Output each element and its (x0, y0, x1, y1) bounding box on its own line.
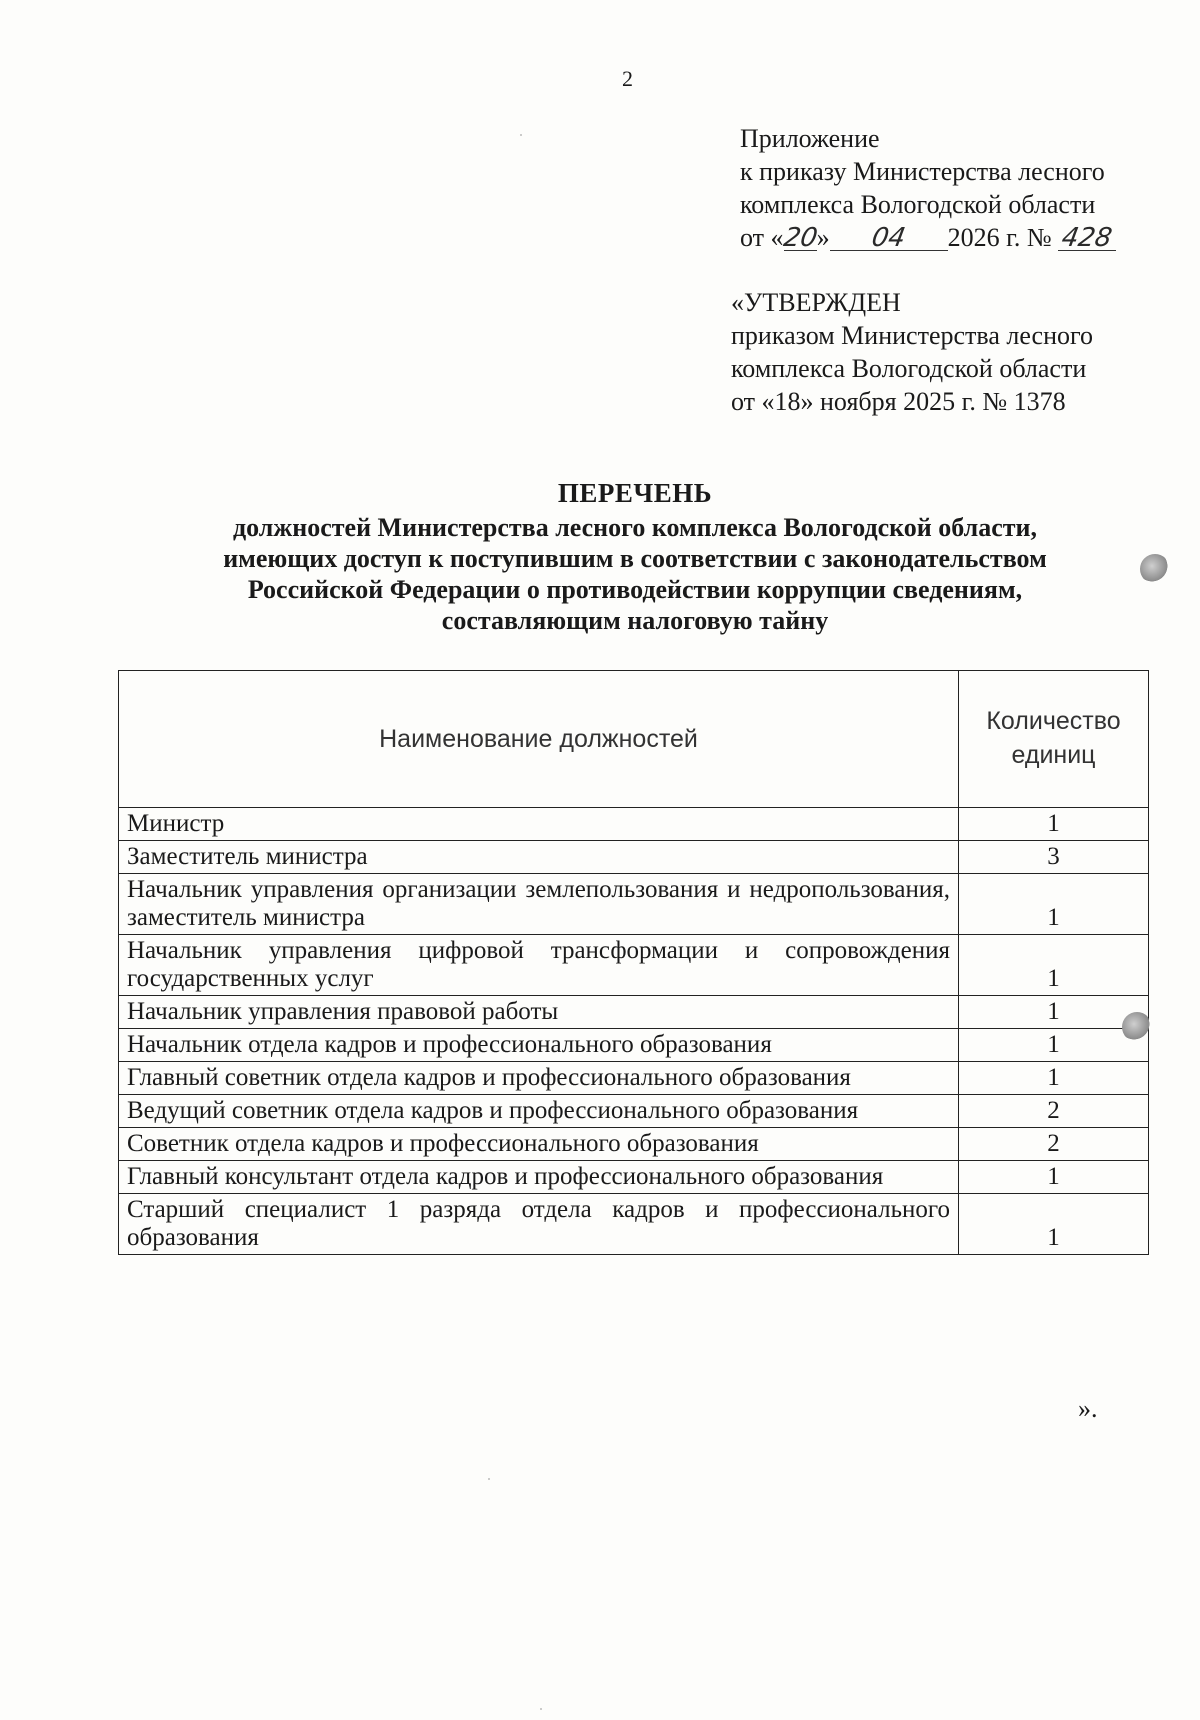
order-number-blank (1058, 223, 1116, 253)
title-subtitle-line: составляющим налоговую тайну (441, 606, 829, 635)
positions-table-container (118, 670, 1148, 1255)
title-subtitle-line: Российской Федерации о противодействии коррупции сведениям, (247, 575, 1023, 604)
position-name: Министр (119, 808, 959, 841)
closing-quote: ». (1078, 1394, 1098, 1423)
appendix-line: Приложение (740, 124, 880, 153)
table-row (119, 808, 1149, 841)
table-row (119, 1095, 1149, 1128)
positions-table (118, 670, 1149, 1255)
appendix-header (740, 122, 1180, 254)
table-row (119, 935, 1149, 996)
table-row (119, 841, 1149, 874)
header-quantity-line1: Количество (986, 707, 1121, 735)
position-quantity: 1 (959, 935, 1149, 996)
table-row (119, 1194, 1149, 1255)
position-name: Советник отдела кадров и профессионального образования (119, 1128, 959, 1161)
approved-line: приказом Министерства лесного (731, 321, 1093, 350)
approved-line: «УТВЕРЖДЕН (731, 288, 901, 317)
appendix-line: к приказу Министерства лесного (740, 157, 1105, 186)
appendix-date-line (740, 221, 1180, 254)
table-row (119, 1029, 1149, 1062)
date-month-blank (830, 223, 948, 253)
header-position-name: Наименование должностей (119, 671, 959, 808)
table-row (119, 1128, 1149, 1161)
position-quantity: 1 (959, 1161, 1149, 1194)
position-name: Ведущий советник отдела кадров и профессионального образования (119, 1095, 959, 1128)
position-quantity: 1 (959, 808, 1149, 841)
position-name: Старший специалист 1 разряда отдела кадров и профессионального образования (119, 1194, 959, 1255)
position-quantity: 2 (959, 1128, 1149, 1161)
approved-line: от «18» ноября 2025 г. № 1378 (731, 387, 1066, 416)
approved-line: комплекса Вологодской области (731, 354, 1087, 383)
scan-hole-mark (1140, 554, 1170, 584)
handwritten-day: 20 (780, 223, 820, 253)
table-header-row (119, 671, 1149, 808)
title-subtitle-line: имеющих доступ к поступившим в соответствии с законодательством (223, 544, 1047, 573)
approved-header (731, 286, 1171, 418)
appendix-line: комплекса Вологодской области (740, 190, 1096, 219)
position-name: Начальник управления организации землепользования и недропользования, заместитель министра (119, 874, 959, 935)
header-quantity-line2: единиц (1011, 741, 1096, 769)
date-prefix: от « (740, 223, 784, 252)
position-name: Главный консультант отдела кадров и профессионального образования (119, 1161, 959, 1194)
table-row (119, 996, 1149, 1029)
handwritten-order-number: 428 (1059, 223, 1115, 253)
position-name: Главный советник отдела кадров и профессионального образования (119, 1062, 959, 1095)
position-name: Начальник отдела кадров и профессионального образования (119, 1029, 959, 1062)
position-quantity: 1 (959, 874, 1149, 935)
scan-hole-mark (1122, 1012, 1152, 1042)
position-quantity: 3 (959, 841, 1149, 874)
position-name: Начальник управления правовой работы (119, 996, 959, 1029)
date-day-blank (780, 223, 820, 253)
table-row (119, 1062, 1149, 1095)
handwritten-month: 04 (869, 223, 908, 253)
scan-speck (540, 1708, 542, 1710)
page-number: 2 (622, 66, 633, 91)
document-title (150, 478, 1120, 636)
date-year-suffix: 2026 г. № (947, 223, 1052, 252)
position-quantity: 1 (959, 1029, 1149, 1062)
scan-speck (488, 1478, 490, 1480)
position-name: Заместитель министра (119, 841, 959, 874)
position-name: Начальник управления цифровой трансформации и сопровождения государственных услуг (119, 935, 959, 996)
title-subtitle-line: должностей Министерства лесного комплекса Вологодской области, (232, 513, 1038, 542)
scan-speck (520, 134, 522, 136)
date-mid: » (816, 223, 830, 252)
title-main: ПЕРЕЧЕНЬ (557, 478, 713, 508)
position-quantity: 2 (959, 1095, 1149, 1128)
position-quantity: 1 (959, 1194, 1149, 1255)
header-quantity (959, 671, 1149, 808)
position-quantity: 1 (959, 1062, 1149, 1095)
position-quantity: 1 (959, 996, 1149, 1029)
table-row (119, 874, 1149, 935)
table-row (119, 1161, 1149, 1194)
